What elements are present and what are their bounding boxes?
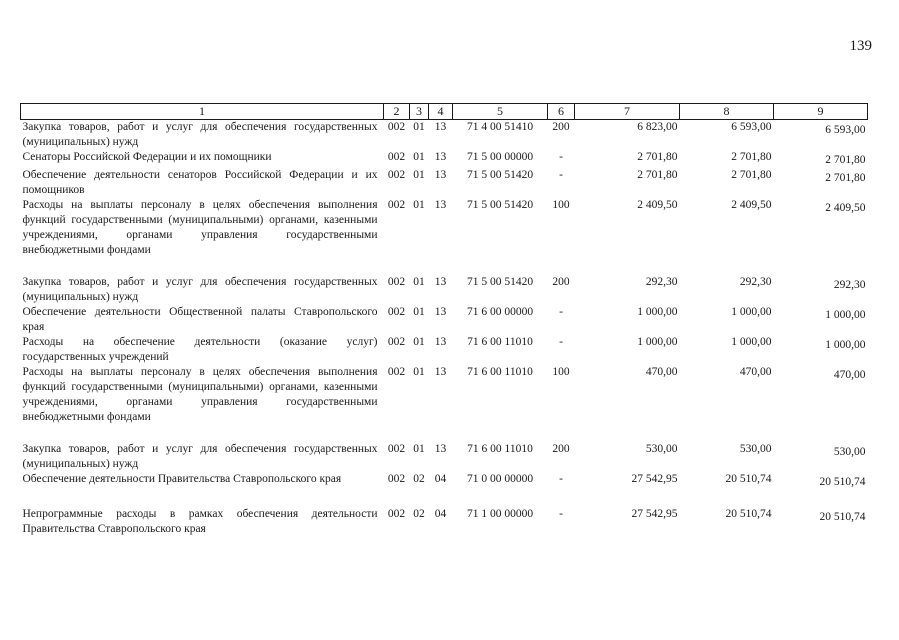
row-name: Непрограммные расходы в рамках обеспечения деятельности Правительства Ставропольского края: [22, 508, 378, 535]
row-amount-col9: 20 510,74: [819, 511, 866, 523]
row-section-code: 01: [413, 199, 425, 211]
row-name: Обеспечение деятельности сенаторов Российской Федерации и их помощников: [22, 169, 378, 196]
row-section-code: 02: [413, 473, 425, 485]
row-target-article: 71 6 00 00000: [466, 306, 534, 318]
table-row: [21, 305, 868, 335]
row-subsection-code: 13: [434, 443, 447, 455]
row-subsection-code: 13: [434, 151, 447, 163]
row-name: Расходы на обеспечение деятельности (оказание услуг) государственных учреждений: [22, 336, 378, 363]
row-section-code: 02: [413, 508, 425, 520]
page-number: 139: [849, 38, 872, 54]
table-row: [21, 150, 868, 168]
row-ministry-code: 002: [387, 306, 406, 318]
row-target-article: 71 5 00 00000: [466, 151, 534, 163]
table-row: [21, 335, 868, 365]
row-amount-col7: 2 701,80: [637, 151, 678, 163]
row-amount-col8: 20 510,74: [725, 508, 772, 520]
row-ministry-code: 002: [387, 151, 406, 163]
row-expense-type: -: [559, 169, 563, 181]
row-expense-type: 200: [552, 276, 570, 288]
row-section-code: 01: [413, 121, 425, 133]
row-name: Обеспечение деятельности Общественной палаты Ставропольского края: [22, 306, 378, 333]
header-col-4: 4: [429, 104, 453, 120]
row-amount-col9: 292,30: [833, 279, 866, 291]
row-amount-col9: 1 000,00: [825, 339, 866, 351]
row-name: Сенаторы Российской Федерации и их помощники: [22, 151, 272, 163]
row-ministry-code: 002: [387, 169, 406, 181]
table-row: [21, 507, 868, 537]
row-name: Закупка товаров, работ и услуг для обеспечения государственных (муниципальных) нужд: [22, 121, 378, 148]
row-subsection-code: 04: [434, 473, 447, 485]
header-col-8: 8: [680, 104, 774, 120]
row-target-article: 71 5 00 51420: [466, 169, 534, 181]
row-amount-col7: 1 000,00: [637, 336, 678, 348]
row-amount-col8: 530,00: [739, 443, 772, 455]
row-subsection-code: 13: [434, 121, 447, 133]
row-amount-col8: 292,30: [739, 276, 772, 288]
row-ministry-code: 002: [387, 366, 406, 378]
header-col-6: 6: [548, 104, 575, 120]
row-target-article: 71 4 00 51410: [466, 121, 534, 133]
row-amount-col9: 20 510,74: [819, 476, 866, 488]
row-amount-col8: 2 701,80: [731, 151, 772, 163]
header-col-2: 2: [384, 104, 410, 120]
row-amount-col9: 2 701,80: [825, 154, 866, 166]
row-amount-col8: 1 000,00: [731, 336, 772, 348]
row-expense-type: 100: [552, 199, 570, 211]
table-row: [21, 442, 868, 472]
row-subsection-code: 13: [434, 306, 447, 318]
row-section-code: 01: [413, 336, 425, 348]
row-target-article: 71 1 00 00000: [466, 508, 534, 520]
row-target-article: 71 6 00 11010: [467, 366, 533, 378]
row-amount-col9: 1 000,00: [825, 309, 866, 321]
header-col-1: 1: [21, 104, 384, 120]
header-row: [21, 104, 868, 120]
table-row: [21, 275, 868, 305]
row-section-code: 01: [413, 276, 425, 288]
row-section-code: 01: [413, 443, 425, 455]
table-row: [21, 472, 868, 507]
header-col-5: 5: [453, 104, 548, 120]
row-expense-type: 100: [552, 366, 570, 378]
row-target-article: 71 5 00 51420: [466, 276, 534, 288]
row-section-code: 01: [413, 306, 425, 318]
row-amount-col7: 27 542,95: [631, 508, 678, 520]
row-target-article: 71 5 00 51420: [466, 199, 534, 211]
row-target-article: 71 0 00 00000: [466, 473, 534, 485]
row-amount-col8: 470,00: [739, 366, 772, 378]
row-amount-col7: 27 542,95: [631, 473, 678, 485]
table-header: [21, 104, 868, 120]
row-amount-col9: 2 409,50: [825, 202, 866, 214]
row-amount-col7: 292,30: [645, 276, 678, 288]
row-name: Обеспечение деятельности Правительства Ставропольского края: [22, 473, 342, 485]
row-name: Расходы на выплаты персоналу в целях обеспечения выполнения функций государственными (муниципальными) органами, казенными учреждениями, органами управления государственными внебюджетными фондами: [22, 366, 378, 423]
row-name: Закупка товаров, работ и услуг для обеспечения государственных (муниципальных) нужд: [22, 443, 378, 470]
row-amount-col7: 2 409,50: [637, 199, 678, 211]
row-expense-type: -: [559, 336, 563, 348]
row-subsection-code: 04: [434, 508, 447, 520]
row-section-code: 01: [413, 366, 425, 378]
row-expense-type: -: [559, 508, 563, 520]
row-amount-col8: 2 409,50: [731, 199, 772, 211]
row-ministry-code: 002: [387, 121, 406, 133]
row-section-code: 01: [413, 169, 425, 181]
row-subsection-code: 13: [434, 276, 447, 288]
row-expense-type: -: [559, 306, 563, 318]
row-amount-col7: 2 701,80: [637, 169, 678, 181]
row-expense-type: -: [559, 151, 563, 163]
table-row: [21, 365, 868, 442]
table-row: [21, 198, 868, 275]
row-amount-col8: 1 000,00: [731, 306, 772, 318]
row-ministry-code: 002: [387, 276, 406, 288]
row-subsection-code: 13: [434, 169, 447, 181]
row-section-code: 01: [413, 151, 425, 163]
row-ministry-code: 002: [387, 336, 406, 348]
row-subsection-code: 13: [434, 336, 447, 348]
row-amount-col9: 6 593,00: [825, 124, 866, 136]
budget-table: [20, 103, 868, 537]
row-ministry-code: 002: [387, 473, 406, 485]
table-row: [21, 120, 868, 151]
row-amount-col8: 2 701,80: [731, 169, 772, 181]
row-expense-type: -: [559, 473, 563, 485]
header-col-7: 7: [575, 104, 680, 120]
row-amount-col8: 6 593,00: [731, 121, 772, 133]
row-amount-col8: 20 510,74: [725, 473, 772, 485]
row-amount-col9: 470,00: [833, 369, 866, 381]
row-name: Закупка товаров, работ и услуг для обеспечения государственных (муниципальных) нужд: [22, 276, 378, 303]
row-amount-col7: 1 000,00: [637, 306, 678, 318]
row-expense-type: 200: [552, 121, 570, 133]
row-target-article: 71 6 00 11010: [467, 443, 533, 455]
row-name: Расходы на выплаты персоналу в целях обеспечения выполнения функций государственными (муниципальными) органами, казенными учреждениями, органами управления государственными внебюджетными фондами: [22, 199, 378, 256]
row-expense-type: 200: [552, 443, 570, 455]
row-subsection-code: 13: [434, 366, 447, 378]
row-ministry-code: 002: [387, 199, 406, 211]
row-ministry-code: 002: [387, 443, 406, 455]
row-ministry-code: 002: [387, 508, 406, 520]
table-body: [21, 120, 868, 538]
table-row: [21, 168, 868, 198]
row-subsection-code: 13: [434, 199, 447, 211]
row-amount-col9: 530,00: [833, 446, 866, 458]
header-col-3: 3: [410, 104, 429, 120]
row-target-article: 71 6 00 11010: [467, 336, 533, 348]
row-amount-col7: 530,00: [645, 443, 678, 455]
row-amount-col9: 2 701,80: [825, 172, 866, 184]
header-col-9: 9: [774, 104, 868, 120]
row-amount-col7: 6 823,00: [637, 121, 678, 133]
row-amount-col7: 470,00: [645, 366, 678, 378]
